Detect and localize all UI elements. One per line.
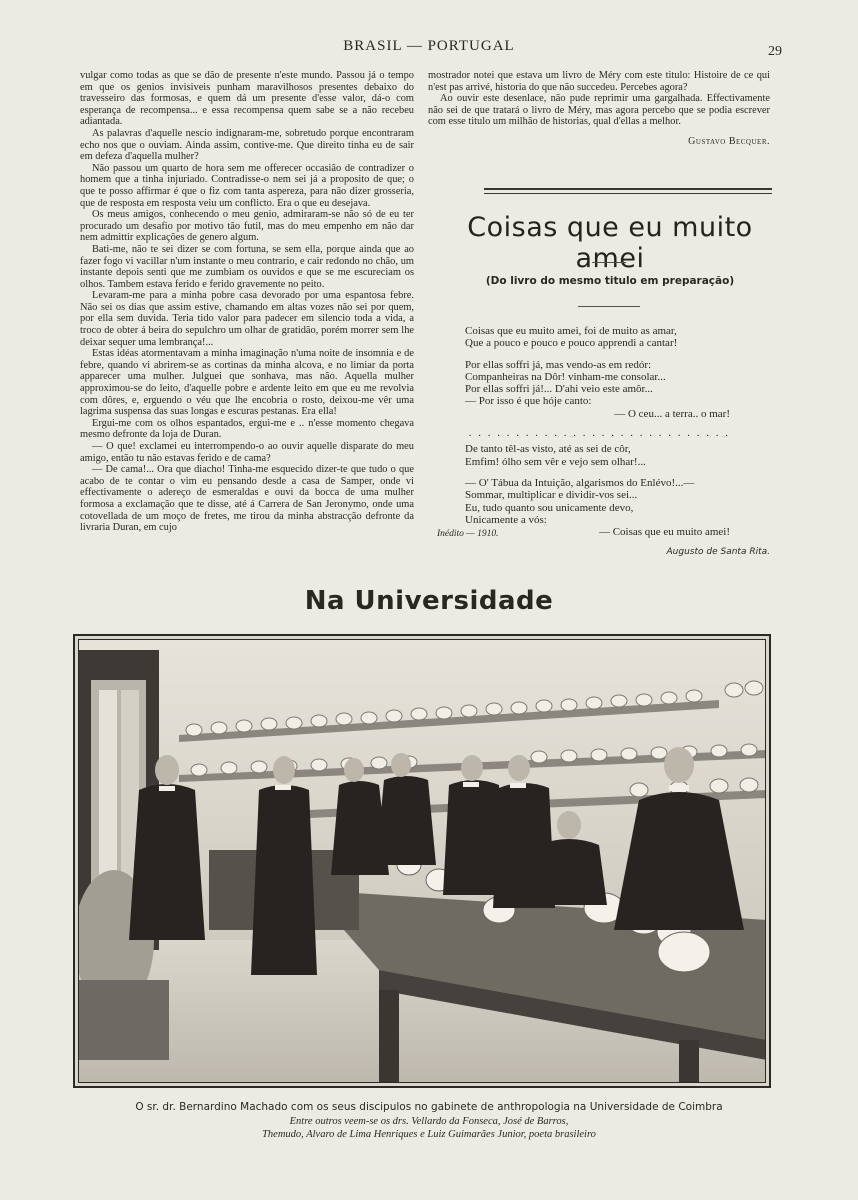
paragraph: mostrador notei que estava um livro de Méry com este titulo: Histoire de ce qui n'est pas arrivé, historia do que não succedeu. Percebes agora? [428, 70, 770, 93]
paragraph: Ergui-me com os olhos espantados, ergui-me e .. n'esse momento chegava mesmo defronte da loja de Duran. [80, 417, 414, 441]
paragraph: As palavras d'aquelle nescio indignaram-me, sobretudo porque encontraram echo nos que o ouviam. Ainda assim, contive-me. Que direito tinha eu de sair em defeza d'aquella mulher? [80, 127, 414, 163]
dotted-separator: . . . . . . . . . . . . . . . . . . . . . . . . . . . . [468, 427, 730, 440]
paragraph: — De cama!... Ora que diacho! Tinha-me esquecido dizer-te que tudo o que acabo de te contar o vim eu pensando desde a casa de Samper, onde vi effectivamente o adereço de esmeraldas e ouvi da bocca de uma mulher formosa a exclamação que te disse, até á Carrera de San Jeronymo, onde uma cotovellada de um moço de fretes, me tirou da minha abstracção defronte da livraria Duran, em cujo [80, 464, 414, 534]
verse: Sommar, multiplicar e dividir-vos sei... [465, 489, 638, 502]
section-divider [484, 188, 772, 194]
poem-date-note: Inédito — 1910. [437, 529, 499, 539]
paragraph: Ao ouvir este desenlace, não pude reprimir uma gargalhada. Effectivamente não sei de que tratará o livro de Méry, mas agora percebo que se podia escrever com esse titulo um milhão de historias, qual d'ellas a melhor. [428, 93, 770, 128]
paragraph: Não passou um quarto de hora sem me offerecer occasião de contradizer o homem que a tinha injuriado. Contradisse-o nem sei já a proposito de que; o que te posso affirmar é que o fiz com tanta aspereza, para não dizer grosseria, que de resposta em resposta veiu um conflicto. Era o que eu desejava. [80, 162, 414, 209]
page-number: 29 [768, 44, 782, 59]
paragraph: Estas idéas atormentavam a minha imaginação n'uma noite de insomnia e de febre, quando vi abrirem-se as cortinas da minha alcova, e no limiar da porta apparecer uma mulher. Julguei que sonhava, mas não. Aquella mulher approximou-se do leito, d'aquelle pobre e ardente leito em que eu me revolvia com dôres, e, erguendo o véu que lhe encobria o rosto, deixou-me vêr uma lagrima suspensa das suas longas e escuras pestanas. Era ella! [80, 348, 414, 418]
photo-caption-names [0, 1116, 858, 1141]
title-rule [592, 262, 626, 263]
right-column-text [428, 70, 770, 148]
photo-illustration [79, 640, 766, 1083]
verse: Por ellas soffri já, mas vendo-as em redór: [465, 358, 652, 371]
anthropology-cabinet-photo [78, 639, 766, 1083]
poem-title: Coisas que eu muito amei [467, 212, 753, 274]
poem-author: Augusto de Santa Rita. [666, 547, 770, 557]
verse: Eu, tudo quanto sou unicamente devo, [465, 501, 634, 514]
verse: Coisas que eu muito amei, foi de muito as amar, [465, 325, 677, 337]
caption-line: Themudo, Alvaro de Lima Henriques e Luiz Guimarães Junior, poeta brasileiro [262, 1128, 596, 1140]
photo-caption: O sr. dr. Bernardino Machado com os seus discipulos no gabinete de anthropologia na Universidade de Coimbra [135, 1101, 723, 1113]
paragraph: Levaram-me para a minha pobre casa devorado por uma espantosa febre. Não sei os dias que assim estive, chamando em altas vozes não sei por quem, por ella sem duvida. Teria tido valor para padecer em silencio toda a vida, a troco de obter á beira do sepulchro um olhar de gratidão, porém morrer sem lhe deixar sequer uma lembrança!... [80, 290, 414, 348]
paragraph: — O que! exclamei eu interrompendo-o ao ouvir aquelle disparate do meu amigo, então tu não estavas ferido e de cama? [80, 441, 414, 464]
verse: Emfim! ólho sem vêr e vejo sem olhar!... [465, 455, 646, 468]
verse: — O' Tábua da Intuição, algarismos do Enlévo!...— [465, 476, 695, 489]
verse: Unicamente a vós: [465, 513, 547, 526]
verse: — Coisas que eu muito amei! [598, 526, 730, 539]
verse: Companheiras na Dôr! vinham-me consolar... [465, 370, 666, 383]
verse: — Por isso é que hóje canto: [465, 395, 592, 408]
paragraph: vulgar como todas as que se dão de presente n'este mundo. Passou já o tempo em que os genios invisiveis punham maravilhosos presentes debaixo do travesseiro das formosas, e quem dá um presente d'esse valor, dá-o com esperança de recompensa... e essa recompensa quem sabe se a não recebeu adiantada. [80, 70, 414, 128]
paragraph: Bati-me, não te sei dizer se com fortuna, se sem ella, porque ainda que ao fazer fogo vi vacillar n'um instante o meu contrario, e cair redondo no chão, um instante depois senti que me zumbiam os ouvidos e que se me escureciam os olhos. Tambem estava ferido e ferido gravemente no peito. [80, 243, 414, 290]
stanza [465, 325, 730, 350]
verse: De tanto têl-as visto, até as sei de côr, [465, 443, 631, 456]
poem-subtitle: (Do livro do mesmo titulo em preparação) [485, 275, 735, 287]
poem-body [465, 325, 730, 547]
verse: — O ceu... a terra.. o mar! [614, 407, 730, 420]
caption-line: Entre outros veem-se os drs. Vellardo da Fonseca, José de Barros, [289, 1116, 569, 1127]
running-title: BRASIL — PORTUGAL [343, 38, 515, 54]
author-signature: Gustavo Becquer. [688, 135, 770, 147]
subtitle-rule [578, 306, 640, 307]
stanza [465, 443, 730, 468]
stanza [465, 477, 730, 538]
article-title: Na Universidade [304, 586, 554, 616]
photograph-frame [73, 634, 771, 1088]
verse: Que a pouco e pouco e pouco apprendi a cantar! [465, 337, 678, 350]
stanza [465, 359, 730, 420]
left-column-text [80, 70, 414, 558]
verse: Por ellas soffri já!... D'ahi veio este amôr... [465, 383, 653, 396]
paragraph: Os meus amigos, conhecendo o meu genio, admiraram-se não só de eu ter procurado um desafio por motivo tão futil, mas do meu empenho em não dar nem admittir explicações de genero algum. [80, 209, 414, 244]
